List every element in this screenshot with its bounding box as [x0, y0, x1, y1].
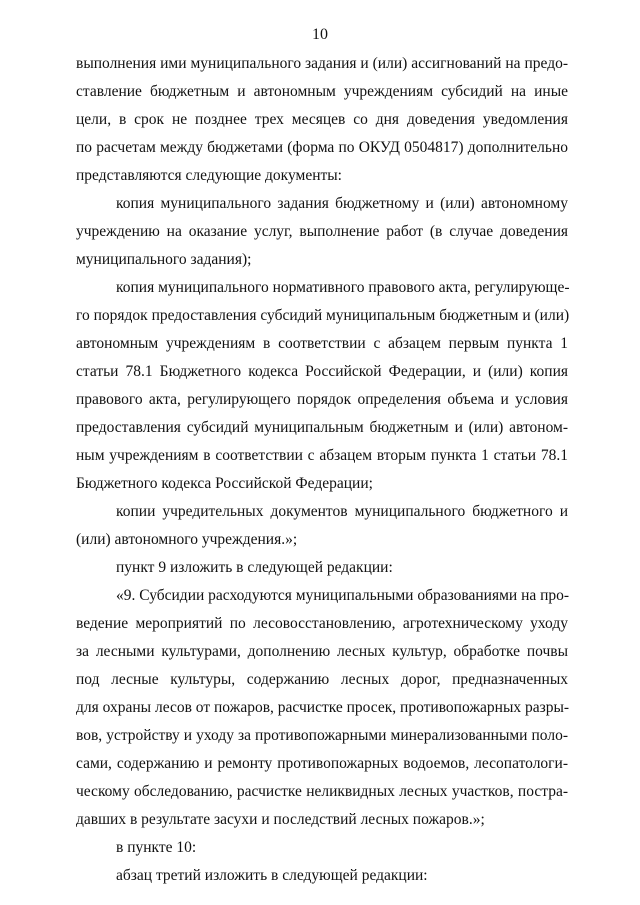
- text-line: учреждению на оказание услуг, выполнение работ (в случае доведения: [76, 223, 568, 240]
- text-line: го порядок предоставления субсидий муниципальным бюджетным и (или): [76, 307, 570, 324]
- text-line: представляются следующие документы:: [76, 167, 342, 184]
- text-line: правового акта, регулирующего порядок определения объема и условия: [76, 391, 568, 408]
- text-line: давших в результате засухи и последствий лесных пожаров.»;: [76, 811, 485, 828]
- text-line: копия муниципального задания бюджетному и (или) автономному: [116, 195, 568, 212]
- text-line: Бюджетного кодекса Российской Федерации;: [76, 475, 373, 492]
- text-line: (или) автономного учреждения.»;: [76, 531, 298, 548]
- text-line: вов, устройству и уходу за противопожарными минерализованными поло-: [76, 727, 568, 744]
- text-line: «9. Субсидии расходуются муниципальными образованиями на про-: [116, 587, 570, 604]
- text-line: муниципального задания);: [76, 251, 252, 268]
- text-line: в пункте 10:: [116, 839, 197, 856]
- text-line: по расчетам между бюджетами (форма по ОКУД 0504817) дополнительно: [76, 139, 568, 156]
- text-line: абзац третий изложить в следующей редакции:: [116, 867, 428, 884]
- text-line: ставление бюджетным и автономным учреждениям субсидий на иные: [76, 83, 568, 100]
- text-line: ным учреждениям в соответствии с абзацем вторым пункта 1 статьи 78.1: [76, 447, 568, 464]
- text-line: цели, в срок не позднее трех месяцев со дня доведения уведомления: [76, 111, 568, 128]
- text-line: под лесные культуры, содержанию лесных дорог, предназначенных: [76, 671, 568, 688]
- page-number: 10: [312, 26, 328, 43]
- text-line: для охраны лесов от пожаров, расчистке просек, противопожарных разры-: [76, 699, 570, 716]
- text-line: выполнения ими муниципального задания и (или) ассигнований на предо-: [76, 55, 568, 72]
- text-line: за лесными культурами, дополнению лесных культур, обработке почвы: [76, 643, 568, 660]
- text-line: сами, содержанию и ремонту противопожарных водоемов, лесопатологи-: [76, 755, 568, 772]
- text-line: копия муниципального нормативного правового акта, регулирующе-: [116, 279, 570, 296]
- text-line: пункт 9 изложить в следующей редакции:: [116, 559, 393, 576]
- text-line: статьи 78.1 Бюджетного кодекса Российской Федерации, и (или) копия: [76, 363, 568, 380]
- text-line: автономным учреждениям в соответствии с абзацем первым пункта 1: [76, 335, 568, 352]
- text-line: копии учредительных документов муниципального бюджетного и: [116, 503, 568, 520]
- text-line: ведение мероприятий по лесовосстановлению, агротехническому уходу: [76, 615, 568, 632]
- text-line: предоставления субсидий муниципальным бюджетным и (или) автоном-: [76, 419, 568, 436]
- text-line: ческому обследованию, расчистке неликвидных лесных участков, постра-: [76, 783, 568, 800]
